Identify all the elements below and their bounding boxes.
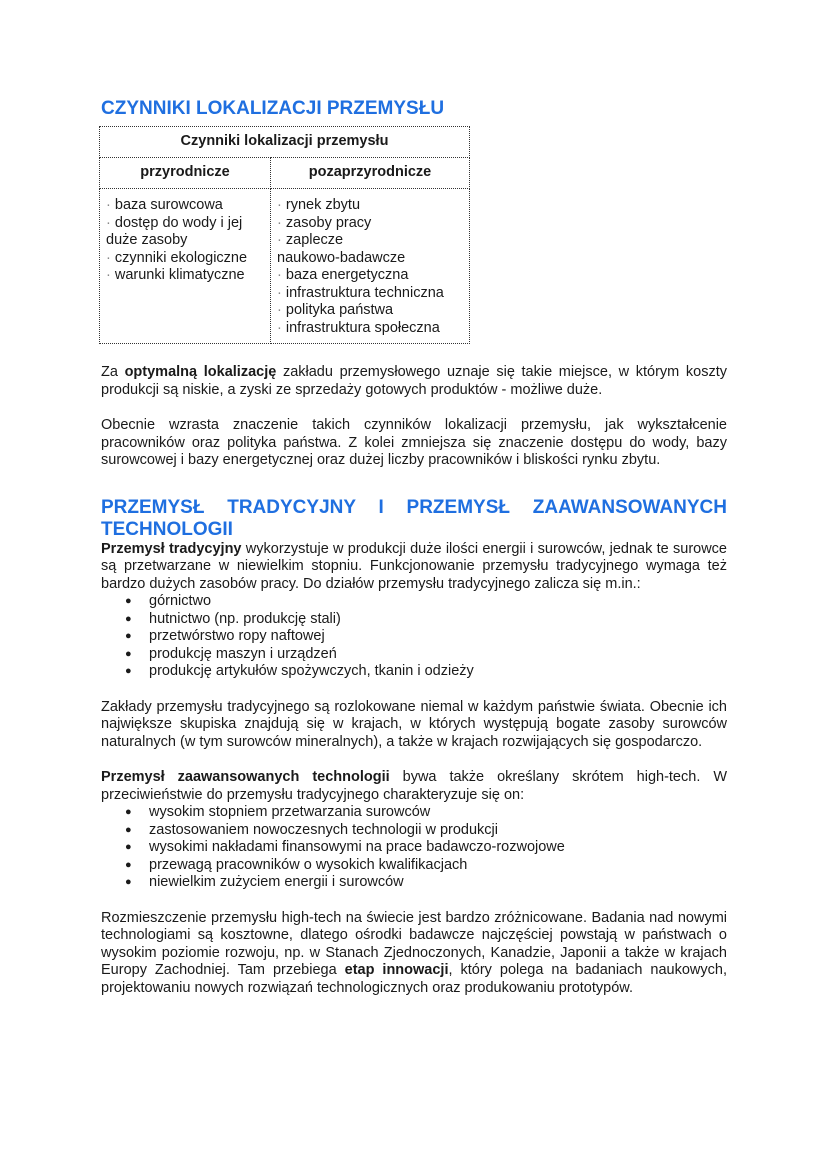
list-item: ● wysokim stopniem przetwarzania surowców [101,804,727,822]
natural-factor-item: · baza surowcowa [106,197,223,213]
non-natural-factor-item: naukowo-badawcze [277,249,406,266]
list-item: ● produkcję maszyn i urządzeń [101,646,727,664]
section-title-industry-types-continued: TECHNOLOGII [101,518,233,540]
list-item: ● przetwórstwo ropy naftowej [101,628,727,646]
document-content [101,98,727,997]
location-factors-table [99,126,470,344]
natural-factor-item: · czynniki ekologiczne [106,249,248,266]
section-title-location-factors: CZYNNIKI LOKALIZACJI PRZEMYSŁU [101,98,445,119]
section-title-industry-types: PRZEMYSŁ TRADYCYJNY I PRZEMYSŁ ZAAWANSOWANYCH [101,496,727,518]
list-item: ● zastosowaniem nowoczesnych technologii w produkcji [101,822,727,840]
non-natural-factor-item: · zasoby pracy [277,214,372,231]
natural-factor-item: · dostęp do wody i jej [106,214,243,231]
high-tech-features-list [101,804,727,892]
natural-factor-item: · warunki klimatyczne [106,267,245,283]
non-natural-factor-item: · rynek zbytu [277,197,361,213]
non-natural-factor-item: · zaplecze [277,232,344,248]
traditional-industry-distribution-paragraph: Zakłady przemysłu tradycyjnego są rozlokowane niemal w każdym państwie świata. Obecnie ich największe skupiska znajdują się w krajach, w których występują bogate zasoby surowców naturalnych (w tym surowców mineralnych), a także w krajach rozwijających się gospodarczo. [101,698,727,750]
list-item: ● hutnictwo (np. produkcję stali) [101,611,727,629]
list-item: ● niewielkim zużyciem energii i surowców [101,874,727,892]
non-natural-factor-item: · polityka państwa [277,302,394,318]
natural-factors-cell [100,189,271,344]
non-natural-factor-item: · baza energetyczna [277,267,409,283]
traditional-industry-list [101,593,727,681]
optimal-location-paragraph: Za optymalną lokalizację zakładu przemysłowego uznaje się takie miejsce, w którym koszty produkcji są niskie, a zyski ze sprzedaży gotowych produktów - możliwe duże. [101,364,728,398]
traditional-industry-paragraph: Przemysł tradycyjny wykorzystuje w produkcji duże ilości energii i surowców, jednak te surowce są przetwarzane w niewielkim stopniu. Funkcjonowanie przemysłu tradycyjnego wymaga też bardzo dużych zasobów pracy. Do działów przemysłu tradycyjnego zalicza się m.in.: [101,540,727,592]
high-tech-industry-paragraph: Przemysł zaawansowanych technologii bywa także określany skrótem high-tech. W przeciwieństwie do przemysłu tradycyjnego charakteryzuje się on: [101,769,728,803]
table-header: Czynniki lokalizacji przemysłu [100,127,470,158]
list-item: ● produkcję artykułów spożywczych, tkanin i odzieży [101,663,727,681]
list-item: ● górnictwo [101,593,727,611]
high-tech-distribution-paragraph: Rozmieszczenie przemysłu high-tech na świecie jest bardzo zróżnicowane. Badania nad nowymi technologiami są kosztowne, dlatego ośrodki badawcze najczęściej powstają w państwach o wysokim poziomie rozwoju, np. w Stanach Zjednoczonych, Kanadzie, Japonii a także w krajach Europy Zachodniej. Tam przebiega etap innowacji, który polega na badaniach naukowych, projektowaniu nowych rozwiązań technologicznych oraz produkowaniu prototypów. [101,909,727,996]
non-natural-factor-item: · infrastruktura społeczna [277,319,440,336]
non-natural-factor-item: · infrastruktura techniczna [277,284,444,301]
non-natural-factors-cell [271,189,470,344]
column-header-non-natural: pozaprzyrodnicze [271,158,470,189]
column-header-natural: przyrodnicze [100,158,271,189]
list-item: ● przewagą pracowników o wysokich kwalifikacjach [101,857,727,875]
list-item: ● wysokimi nakładami finansowymi na prace badawczo-rozwojowe [101,839,727,857]
natural-factor-item: duże zasoby [106,232,188,248]
location-trend-paragraph: Obecnie wzrasta znaczenie takich czynników lokalizacji przemysłu, jak wykształcenie pracowników oraz polityka państwa. Z kolei zmniejsza się znaczenie dostępu do wody, bazy surowcowej i bazy energetycznej oraz dużej liczby pracowników i bliskości rynku zbytu. [101,417,727,468]
